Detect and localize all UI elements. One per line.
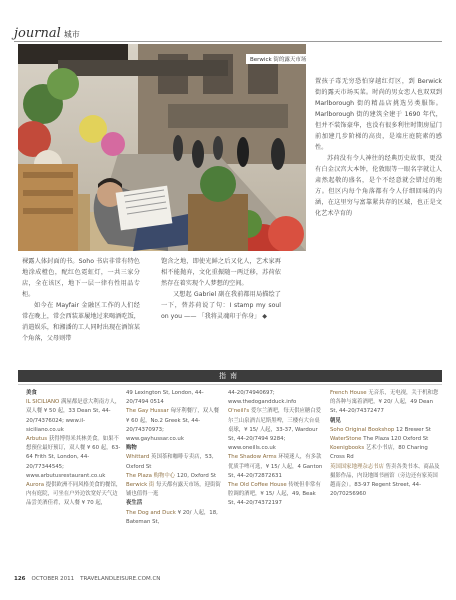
photo-caption: Berwick 街的露天市场 — [246, 54, 310, 64]
article-paragraph: 苏荷没有令人神往的经典历史故事，更没有白金汉宫大本钟，伦敦眼等一眼名字就让人肃然起敬的盛名，是个不经意就会错过的地方。但区内每个角落都有令人仔细回味的内涵，在这里穷与富靠紧共存的区域，也正是文化艺术孕育的 — [315, 155, 442, 217]
guide-venue-name: Berwick 街 — [126, 482, 155, 489]
guide-venue-details: 每天都有露天市场，迎街街铺也值得一逛 — [126, 482, 221, 498]
guide-venue-details: The Plaza 120 Oxford St — [363, 436, 429, 443]
guide-venue-name: Soho Original Bookshop — [330, 426, 395, 433]
guide-venue-details: 无音乐，无电视，关于机和您的各种与寓着酒吧，¥ 20/ 人起，49 Dean St, 44-20/74372477 — [330, 390, 439, 415]
guide-category: 美食 — [26, 390, 37, 396]
guide-venue-details: 环境迷人，有多款优质手啤可选，¥ 15/ 人起，4 Ganton St, 44-20/72872631 — [228, 454, 323, 479]
guide-column-2 — [126, 389, 222, 527]
guide-venue-name: 英国国家地理杂志书店 — [330, 463, 384, 470]
guide-venue-name: The Gay Hussar — [126, 408, 169, 415]
guide-venue-details: 爱尔兰酒吧，每天供应糖白爱尔兰山泉酒吉尼斯黑啤，三楼有大台桌桌球，¥ 15/ 人起，33-37, Wardour St, 44-20/7494 9284; www.oneills.co.uk — [228, 408, 322, 452]
street-market-photo — [18, 44, 306, 251]
guide-venue-name: O'neill's — [228, 408, 250, 415]
article-column-2 — [161, 256, 281, 322]
guide-venue-details: 获得博得米其林美食。如果不想预位最好预订，双人餐 ¥ 60 起，63-64 Frith St, London, 44-20/77344545; www.arbutusrestaurant.co.uk — [26, 436, 121, 479]
guide-rule — [18, 384, 442, 385]
guide-category: 夜生活 — [126, 500, 143, 507]
guide-venue-name: Aurora — [26, 482, 45, 489]
issue-month: OCTOBER 2011 — [31, 576, 75, 582]
guide-venue-details: 传统但非常有腔调的酒吧，¥ 15/ 人起，49, Beak St, 44-20/74372197 — [228, 482, 321, 507]
guide-venue-details: 120, Oxford St — [176, 472, 217, 479]
journal-label: journal — [14, 26, 61, 41]
guide-venue-details: 匈牙利餐厅，双人餐 ¥ 60 起，No.2 Greek St, 44-20/74370973; www.gayhussar.co.uk — [126, 408, 219, 443]
article-paragraph: 置孩子毒无穷恐怕穿越红灯区，到 Berwick 街的露天市场买菜。时尚的男女恋人也双双到 Marlborough 街的精品店挑选另类服饰。Marlborough 街的建筑全建于 1690 年代，但并不装饰豪华，也没有很多利往时期房屋门前加建几步阶梯的高贵，是端庄庭院素的感性。 — [315, 78, 442, 151]
guide-venue-details: 49 Lexington St, London, 44-20/7494 0514 — [126, 390, 204, 406]
guide-venue-details: ¥ 20/ 人起，18, Bateman St, — [126, 509, 218, 525]
page-number: 126 — [14, 576, 26, 582]
article-paragraph: 又想起 Gabriel 副在我前都用局描绘了一下，替苏荷说了句：I stamp my soul on you —— 「我将灵魂印于你身」 ◆ — [161, 291, 281, 320]
guide-category: 购物 — [126, 445, 137, 452]
section-label: 城市 — [63, 30, 80, 39]
article-paragraph: 裸露人体封面的书。Soho 书店非常有特色地涂成橙色，配红色霓虹灯，一共三家分店，全在该区，地下一层一律有性用品专柜。 — [22, 258, 140, 298]
article-right-column — [315, 76, 442, 219]
guide-venue-name: The Dog and Duck — [126, 509, 176, 516]
article-column-1 — [22, 256, 140, 344]
guide-title: 指南 — [219, 372, 241, 380]
guide-venue-name: Whittard — [126, 454, 150, 461]
guide-venue-details: 售卖各类书本、商品及摄影作品，内设地图书画馆（旁边还有家英国越南会）。83-97 Regent Street, 44-20/70256960 — [330, 463, 440, 498]
guide-venue-details: 满屋都是意大利南方人，双人餐 ¥ 50 起，33 Dean St, 44-20/74376024; www.il-siciliano.co.uk — [26, 399, 121, 433]
guide-venue-details: 英国茶和咖啡专卖店，53, Oxford St — [126, 454, 214, 470]
guide-venue-name: The Old Coffee House — [228, 482, 287, 489]
guide-venue-name: Arbutus — [26, 436, 48, 443]
guide-venue-name: The Plaza 购物中心 — [126, 472, 176, 479]
guide-category: 朝见 — [330, 417, 341, 424]
header-rule — [14, 41, 442, 42]
guide-column-3 — [228, 389, 324, 509]
section-header — [14, 26, 80, 40]
guide-venue-name: French House — [330, 390, 367, 396]
guide-venue-details: 艺术小书店，80 Charing Cross Rd — [330, 445, 428, 461]
article-paragraph: 饱含之地，即使光鲜之后又化人，艺术家再相不能抛弃，文化重振随一两迁移，苏荷依然存在着实现个人梦想的空间。 — [161, 258, 281, 287]
guide-column-1 — [26, 389, 122, 509]
guide-venue-details: 44-20/74940697; www.thedogandduck.info — [228, 390, 297, 406]
guide-venue-details: 提供欧洲不同风格美食的餐馆，内有庭院，可坐在户外边饮宽好天气边品尝美酒佳肴，双人餐 ¥ 70 起， — [26, 482, 122, 507]
guide-title-bar — [18, 370, 442, 382]
guide-venue-name: Koenigbooks — [330, 445, 365, 452]
website: TRAVELANDLEISURE.COM.CN — [80, 576, 161, 582]
guide-column-4 — [330, 389, 440, 499]
guide-venue-name: The Shadow Arms — [228, 454, 277, 461]
guide-venue-name: IL SICILIANO — [26, 399, 60, 406]
guide-venue-name: WaterStone — [330, 436, 362, 443]
page-footer — [14, 576, 160, 582]
article-paragraph: 如今在 Mayfair 金融区工作的人们经常在晚上，常会西装革履地过来喝酒吃饭，消遣娱乐，和湘潘的工人同时出现在酒馆某个角落，父母则带 — [22, 302, 140, 342]
photo-illustration — [18, 44, 306, 251]
guide-venue-details: 12 Brewer St — [396, 426, 431, 433]
